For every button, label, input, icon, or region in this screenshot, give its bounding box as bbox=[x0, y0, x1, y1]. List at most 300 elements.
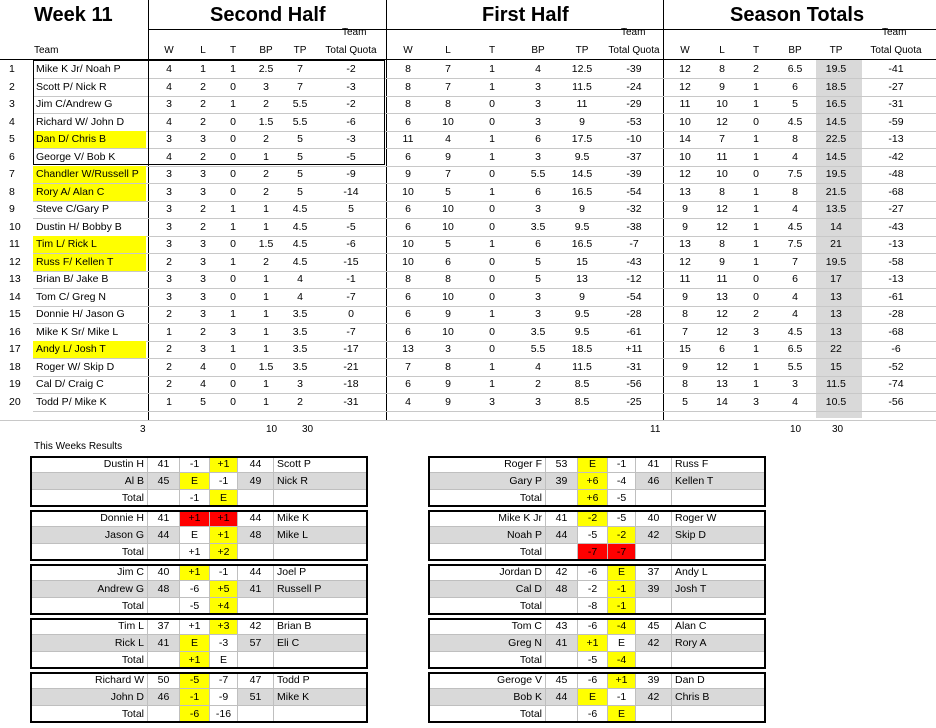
result-cell: +2 bbox=[210, 544, 238, 561]
stat-cell: 10 bbox=[442, 325, 454, 338]
result-cell: Cal D bbox=[428, 581, 546, 598]
result-cell: 44 bbox=[546, 689, 578, 706]
stat-cell: 1 bbox=[230, 343, 236, 355]
result-cell: 41 bbox=[148, 635, 180, 652]
stat-cell: 3 bbox=[230, 325, 236, 338]
stat-cell: -43 bbox=[888, 220, 904, 233]
stat-cell: 3 bbox=[200, 133, 206, 145]
result-cell: -6 bbox=[180, 581, 210, 598]
result-cell: Total bbox=[30, 598, 148, 615]
stat-cell: 1 bbox=[753, 220, 759, 233]
stat-cell: -7 bbox=[629, 238, 639, 250]
stat-cell: 6 bbox=[405, 150, 411, 163]
row-number: 6 bbox=[9, 150, 15, 163]
result-cell: +3 bbox=[210, 618, 238, 635]
result-cell: 47 bbox=[238, 672, 274, 689]
result-cell: Chris B bbox=[672, 689, 766, 706]
result-cell: -5 bbox=[608, 490, 636, 507]
column-header: TP bbox=[829, 45, 843, 56]
result-cell: -1 bbox=[608, 689, 636, 706]
result-cell: Andrew G bbox=[30, 581, 148, 598]
row-number: 12 bbox=[9, 255, 21, 268]
row-number: 14 bbox=[9, 290, 21, 303]
stat-cell: -39 bbox=[626, 63, 642, 75]
stat-cell: 1 bbox=[489, 63, 495, 75]
stat-cell: 7 bbox=[792, 255, 798, 268]
team-name: Jim C/Andrew G bbox=[36, 98, 113, 110]
row-number: 16 bbox=[9, 325, 21, 338]
stat-cell: 0 bbox=[230, 168, 236, 180]
stat-cell: 5 bbox=[535, 255, 541, 268]
result-cell: -8 bbox=[578, 598, 608, 615]
stat-cell: -10 bbox=[626, 133, 642, 145]
stat-cell: 7 bbox=[445, 80, 451, 93]
stat-cell: 3 bbox=[166, 273, 172, 285]
stat-cell: 1 bbox=[753, 343, 759, 355]
results-title: This Weeks Results bbox=[34, 441, 123, 452]
stat-cell: 8 bbox=[792, 185, 798, 198]
result-cell: Nick R bbox=[274, 473, 368, 490]
result-cell: Jordan D bbox=[428, 564, 546, 581]
stat-cell: 0 bbox=[348, 308, 354, 320]
result-cell: E bbox=[210, 490, 238, 507]
result-cell: 44 bbox=[238, 510, 274, 527]
stat-cell: 3 bbox=[200, 273, 206, 285]
stat-cell: -17 bbox=[343, 343, 359, 355]
result-cell: 57 bbox=[238, 635, 274, 652]
stat-cell: 1 bbox=[230, 255, 236, 268]
stat-cell: 21 bbox=[830, 238, 842, 250]
stat-cell: 10 bbox=[442, 115, 454, 128]
stat-cell: 9.5 bbox=[574, 325, 590, 338]
column-header: W bbox=[680, 45, 690, 56]
result-cell: -6 bbox=[578, 706, 608, 723]
stat-cell: 14 bbox=[716, 395, 728, 408]
stat-cell: 9 bbox=[445, 378, 451, 390]
stat-cell: -68 bbox=[888, 325, 904, 338]
stat-cell: 6 bbox=[792, 80, 798, 93]
stat-cell: 1 bbox=[489, 238, 495, 250]
stat-cell: 3 bbox=[166, 185, 172, 198]
stat-cell: 0 bbox=[230, 378, 236, 390]
stat-cell: 3 bbox=[166, 290, 172, 303]
stat-cell: 2 bbox=[753, 308, 759, 320]
stat-cell: 10 bbox=[442, 203, 454, 215]
stat-cell: -41 bbox=[888, 63, 904, 75]
stat-cell: 3 bbox=[535, 203, 541, 215]
result-cell: 41 bbox=[238, 581, 274, 598]
stat-cell: 6 bbox=[535, 133, 541, 145]
result-cell: Eli C bbox=[274, 635, 368, 652]
result-cell: -6 bbox=[578, 564, 608, 581]
stat-cell: 4 bbox=[297, 273, 303, 285]
result-cell: 42 bbox=[636, 527, 672, 544]
result-cell: 42 bbox=[546, 564, 578, 581]
result-cell: +5 bbox=[210, 581, 238, 598]
row-number: 20 bbox=[9, 395, 21, 408]
stat-cell: 19.5 bbox=[825, 63, 847, 75]
result-cell: 39 bbox=[636, 672, 672, 689]
result-cell: -5 bbox=[180, 598, 210, 615]
stat-cell: 13 bbox=[830, 325, 842, 338]
stat-cell: 4 bbox=[200, 378, 206, 390]
result-cell: Russell P bbox=[274, 581, 368, 598]
stat-cell: 3.5 bbox=[530, 220, 546, 233]
stat-cell: 14.5 bbox=[571, 168, 593, 180]
stat-cell: 1 bbox=[753, 150, 759, 163]
stat-cell: 9.5 bbox=[574, 220, 590, 233]
footer-rule bbox=[0, 420, 936, 421]
stat-cell: 1 bbox=[263, 273, 269, 285]
stat-cell: 21.5 bbox=[825, 185, 847, 198]
row-number: 17 bbox=[9, 343, 21, 355]
stat-cell: 3 bbox=[297, 378, 303, 390]
result-cell: Todd P bbox=[274, 672, 368, 689]
stat-cell: -1 bbox=[346, 273, 356, 285]
stat-cell: 3 bbox=[535, 150, 541, 163]
stat-cell: 2 bbox=[200, 98, 206, 110]
stat-cell: 3 bbox=[535, 308, 541, 320]
match-group-box bbox=[428, 510, 766, 561]
stat-cell: 11 bbox=[402, 133, 414, 145]
result-cell: -2 bbox=[578, 581, 608, 598]
stat-cell: 3.5 bbox=[292, 308, 308, 320]
result-cell: Total bbox=[428, 706, 546, 723]
stat-cell: 1 bbox=[263, 308, 269, 320]
stat-cell: 5 bbox=[297, 168, 303, 180]
stat-cell: -9 bbox=[346, 168, 356, 180]
result-cell: -7 bbox=[578, 544, 608, 561]
result-cell: -5 bbox=[578, 652, 608, 669]
stat-cell: 0 bbox=[753, 168, 759, 180]
stat-cell: 1.5 bbox=[258, 238, 274, 250]
stat-cell: 3 bbox=[535, 98, 541, 110]
stat-cell: 4 bbox=[792, 150, 798, 163]
stat-cell: 13 bbox=[830, 290, 842, 303]
team-name: Dan D/ Chris B bbox=[33, 131, 146, 148]
stat-cell: 8.5 bbox=[574, 395, 590, 408]
stat-cell: 0 bbox=[489, 115, 495, 128]
match-group-box bbox=[428, 456, 766, 507]
stat-cell: 1 bbox=[263, 150, 269, 163]
column-header: L bbox=[200, 45, 206, 56]
stat-cell: 3 bbox=[200, 308, 206, 320]
team-name: Tom C/ Greg N bbox=[36, 290, 107, 303]
stat-cell: 0 bbox=[489, 168, 495, 180]
stat-cell: 4.5 bbox=[292, 220, 308, 233]
result-cell: Total bbox=[30, 706, 148, 723]
stat-cell: 6 bbox=[405, 378, 411, 390]
stat-cell: 9 bbox=[445, 395, 451, 408]
result-cell: -1 bbox=[608, 456, 636, 473]
stat-cell: 2 bbox=[200, 80, 206, 93]
result-cell: E bbox=[180, 635, 210, 652]
row-number: 15 bbox=[9, 308, 21, 320]
column-header: T bbox=[488, 45, 496, 56]
result-cell: 44 bbox=[546, 527, 578, 544]
stat-cell: 2.5 bbox=[258, 63, 274, 75]
stat-cell: -48 bbox=[888, 168, 904, 180]
stat-cell: 9 bbox=[445, 308, 451, 320]
stat-cell: 6 bbox=[535, 185, 541, 198]
stat-cell: 8 bbox=[405, 98, 411, 110]
stat-cell: -52 bbox=[888, 360, 904, 373]
top-six-box bbox=[148, 60, 385, 165]
stat-cell: 17.5 bbox=[571, 133, 593, 145]
stat-cell: 9 bbox=[719, 80, 725, 93]
stat-cell: 2 bbox=[166, 378, 172, 390]
stat-cell: 6 bbox=[405, 290, 411, 303]
team-name: Andy L/ Josh T bbox=[33, 341, 146, 358]
stat-cell: 0 bbox=[230, 80, 236, 93]
stat-cell: 22.5 bbox=[825, 133, 847, 145]
result-cell: E bbox=[210, 652, 238, 669]
stat-cell: 15 bbox=[679, 343, 691, 355]
result-cell: -6 bbox=[578, 672, 608, 689]
result-cell: -3 bbox=[210, 635, 238, 652]
stat-cell: 4 bbox=[535, 63, 541, 75]
stat-cell: 14.5 bbox=[825, 150, 847, 163]
stat-cell: 0 bbox=[230, 238, 236, 250]
result-cell: Total bbox=[428, 490, 546, 507]
stat-cell: 1 bbox=[230, 308, 236, 320]
stat-cell: 1 bbox=[263, 220, 269, 233]
stat-cell: 5 bbox=[200, 395, 206, 408]
result-cell: Total bbox=[30, 652, 148, 669]
stat-cell: -43 bbox=[626, 255, 642, 268]
stat-cell: 3 bbox=[753, 325, 759, 338]
stat-cell: 7 bbox=[719, 133, 725, 145]
stat-cell: 5.5 bbox=[292, 98, 308, 110]
stat-cell: 13 bbox=[830, 308, 842, 320]
stat-cell: 11 bbox=[679, 98, 691, 110]
stat-cell: -56 bbox=[626, 378, 642, 390]
stat-cell: 0 bbox=[489, 273, 495, 285]
stat-cell: -27 bbox=[888, 80, 904, 93]
stat-cell: 0 bbox=[489, 290, 495, 303]
stat-cell: 9.5 bbox=[574, 150, 590, 163]
footer-total: 11 bbox=[650, 424, 661, 435]
section-title: Second Half bbox=[210, 4, 326, 26]
column-header: BP bbox=[259, 45, 273, 56]
stat-cell: 2 bbox=[166, 255, 172, 268]
stat-cell: -13 bbox=[888, 238, 904, 250]
stat-cell: 0 bbox=[753, 115, 759, 128]
stat-cell: 16.5 bbox=[825, 98, 847, 110]
result-cell: Dustin H bbox=[30, 456, 148, 473]
column-header: Total Quota bbox=[870, 45, 922, 56]
result-cell: -9 bbox=[210, 689, 238, 706]
result-cell: +1 bbox=[180, 652, 210, 669]
result-cell: -6 bbox=[180, 706, 210, 723]
stat-cell: -58 bbox=[888, 255, 904, 268]
stat-cell: 15 bbox=[576, 255, 588, 268]
stat-cell: 18.5 bbox=[825, 80, 847, 93]
stat-cell: 0 bbox=[489, 98, 495, 110]
stat-cell: 7 bbox=[445, 63, 451, 75]
stat-cell: 9 bbox=[405, 168, 411, 180]
result-cell: 42 bbox=[636, 635, 672, 652]
stat-cell: 13 bbox=[402, 343, 414, 355]
result-cell: Mike L bbox=[274, 527, 368, 544]
stat-cell: -68 bbox=[888, 185, 904, 198]
result-cell: Scott P bbox=[274, 456, 368, 473]
match-group-box bbox=[30, 456, 368, 507]
section-title: Season Totals bbox=[730, 4, 865, 26]
stat-cell: -28 bbox=[626, 308, 642, 320]
stat-cell: 5.5 bbox=[530, 343, 546, 355]
stat-cell: 9 bbox=[579, 203, 585, 215]
stat-cell: 4 bbox=[792, 203, 798, 215]
stat-cell: 5 bbox=[792, 98, 798, 110]
row-number: 1 bbox=[9, 63, 15, 75]
result-cell: -5 bbox=[578, 527, 608, 544]
result-cell: -16 bbox=[210, 706, 238, 723]
stat-cell: 4.5 bbox=[292, 238, 308, 250]
stat-cell: 3 bbox=[200, 185, 206, 198]
stat-cell: 1 bbox=[753, 80, 759, 93]
stat-cell: 5 bbox=[682, 395, 688, 408]
row-number: 9 bbox=[9, 203, 15, 215]
result-cell: E bbox=[180, 527, 210, 544]
result-cell: Geroge V bbox=[428, 672, 546, 689]
stat-cell: 2 bbox=[263, 185, 269, 198]
stat-cell: 0 bbox=[489, 325, 495, 338]
stat-cell: 1 bbox=[489, 133, 495, 145]
result-cell: -2 bbox=[608, 527, 636, 544]
stat-cell: 3 bbox=[166, 168, 172, 180]
stat-cell: 8 bbox=[719, 238, 725, 250]
stat-cell: 8 bbox=[405, 63, 411, 75]
stat-cell: 9 bbox=[682, 203, 688, 215]
result-cell: 41 bbox=[546, 635, 578, 652]
stat-cell: 3.5 bbox=[292, 325, 308, 338]
stat-cell: -3 bbox=[346, 133, 356, 145]
team-name: Mike K Sr/ Mike L bbox=[36, 325, 119, 338]
result-cell: -1 bbox=[210, 473, 238, 490]
stat-cell: 5 bbox=[297, 150, 303, 163]
stat-cell: -61 bbox=[626, 325, 642, 338]
section-divider bbox=[663, 0, 664, 420]
stat-cell: -31 bbox=[888, 98, 904, 110]
stat-cell: 6 bbox=[445, 255, 451, 268]
stat-cell: 2 bbox=[200, 115, 206, 128]
stat-cell: 10 bbox=[442, 220, 454, 233]
result-cell: 45 bbox=[546, 672, 578, 689]
row-number: 19 bbox=[9, 378, 21, 390]
stat-cell: -2 bbox=[346, 63, 356, 75]
stat-cell: 1.5 bbox=[258, 360, 274, 373]
stat-cell: -15 bbox=[343, 255, 359, 268]
stat-cell: 10 bbox=[402, 185, 414, 198]
team-name: Donnie H/ Jason G bbox=[36, 308, 125, 320]
stat-cell: 11 bbox=[679, 273, 691, 285]
stat-cell: 2 bbox=[297, 395, 303, 408]
stat-cell: 3.5 bbox=[530, 325, 546, 338]
stat-cell: 8 bbox=[405, 80, 411, 93]
team-name: Rory A/ Alan C bbox=[33, 184, 146, 201]
stat-cell: -14 bbox=[343, 185, 359, 198]
team-name: Chandler W/Russell P bbox=[33, 166, 146, 183]
result-cell: Jason G bbox=[30, 527, 148, 544]
stat-cell: 1 bbox=[263, 378, 269, 390]
stat-cell: 3 bbox=[166, 98, 172, 110]
stat-cell: 2 bbox=[166, 343, 172, 355]
stat-cell: 4.5 bbox=[292, 203, 308, 215]
result-cell: Kellen T bbox=[672, 473, 766, 490]
result-cell: Mike K bbox=[274, 510, 368, 527]
stat-cell: 4.5 bbox=[787, 220, 803, 233]
stat-cell: 4.5 bbox=[787, 325, 803, 338]
section-title: First Half bbox=[482, 4, 569, 26]
result-cell: 42 bbox=[636, 689, 672, 706]
team-name: Richard W/ John D bbox=[36, 115, 125, 128]
stat-cell: 3 bbox=[166, 203, 172, 215]
stat-cell: 1 bbox=[200, 63, 206, 75]
stat-cell: 2 bbox=[200, 325, 206, 338]
stat-cell: 3 bbox=[535, 290, 541, 303]
stat-cell: 17 bbox=[830, 273, 842, 285]
stat-cell: 12 bbox=[679, 255, 691, 268]
result-cell: -1 bbox=[608, 598, 636, 615]
stat-cell: 9 bbox=[579, 115, 585, 128]
stat-cell: 1 bbox=[489, 360, 495, 373]
column-header: Total Quota bbox=[325, 45, 377, 56]
result-cell: Jim C bbox=[30, 564, 148, 581]
column-header: BP bbox=[788, 45, 802, 56]
stat-cell: 1 bbox=[263, 343, 269, 355]
stat-cell: -3 bbox=[346, 80, 356, 93]
column-header: L bbox=[445, 45, 451, 56]
stat-cell: 2 bbox=[263, 255, 269, 268]
stat-cell: -74 bbox=[888, 378, 904, 390]
stat-cell: -53 bbox=[626, 115, 642, 128]
stat-cell: -32 bbox=[626, 203, 642, 215]
stat-cell: 1 bbox=[263, 203, 269, 215]
stat-cell: 6 bbox=[405, 220, 411, 233]
stat-cell: -6 bbox=[346, 238, 356, 250]
footer-total: 10 bbox=[266, 424, 278, 435]
stat-cell: 7.5 bbox=[787, 238, 803, 250]
stat-cell: 0 bbox=[230, 150, 236, 163]
stat-cell: 3 bbox=[445, 343, 451, 355]
stat-cell: 9.5 bbox=[574, 308, 590, 320]
column-header: T bbox=[752, 45, 760, 56]
stat-cell: 10 bbox=[402, 255, 414, 268]
result-cell: 48 bbox=[238, 527, 274, 544]
team-name: Steve C/Gary P bbox=[36, 203, 109, 215]
stat-cell: 3 bbox=[166, 133, 172, 145]
stat-cell: 3 bbox=[200, 255, 206, 268]
result-cell: -6 bbox=[578, 618, 608, 635]
stat-cell: -29 bbox=[626, 98, 642, 110]
result-cell: Total bbox=[428, 598, 546, 615]
stat-cell: 4 bbox=[792, 395, 798, 408]
result-cell: Noah P bbox=[428, 527, 546, 544]
stat-cell: 1 bbox=[753, 360, 759, 373]
stat-cell: 13.5 bbox=[825, 203, 847, 215]
footer-total: 30 bbox=[832, 424, 844, 435]
result-cell: 44 bbox=[148, 527, 180, 544]
stat-cell: 19.5 bbox=[825, 168, 847, 180]
row-number: 8 bbox=[9, 185, 15, 198]
stat-cell: 2 bbox=[263, 168, 269, 180]
stat-cell: -59 bbox=[888, 115, 904, 128]
stat-cell: 4 bbox=[445, 133, 451, 145]
footer-total: 10 bbox=[790, 424, 802, 435]
stat-cell: 0 bbox=[489, 343, 495, 355]
stat-cell: -37 bbox=[626, 150, 642, 163]
